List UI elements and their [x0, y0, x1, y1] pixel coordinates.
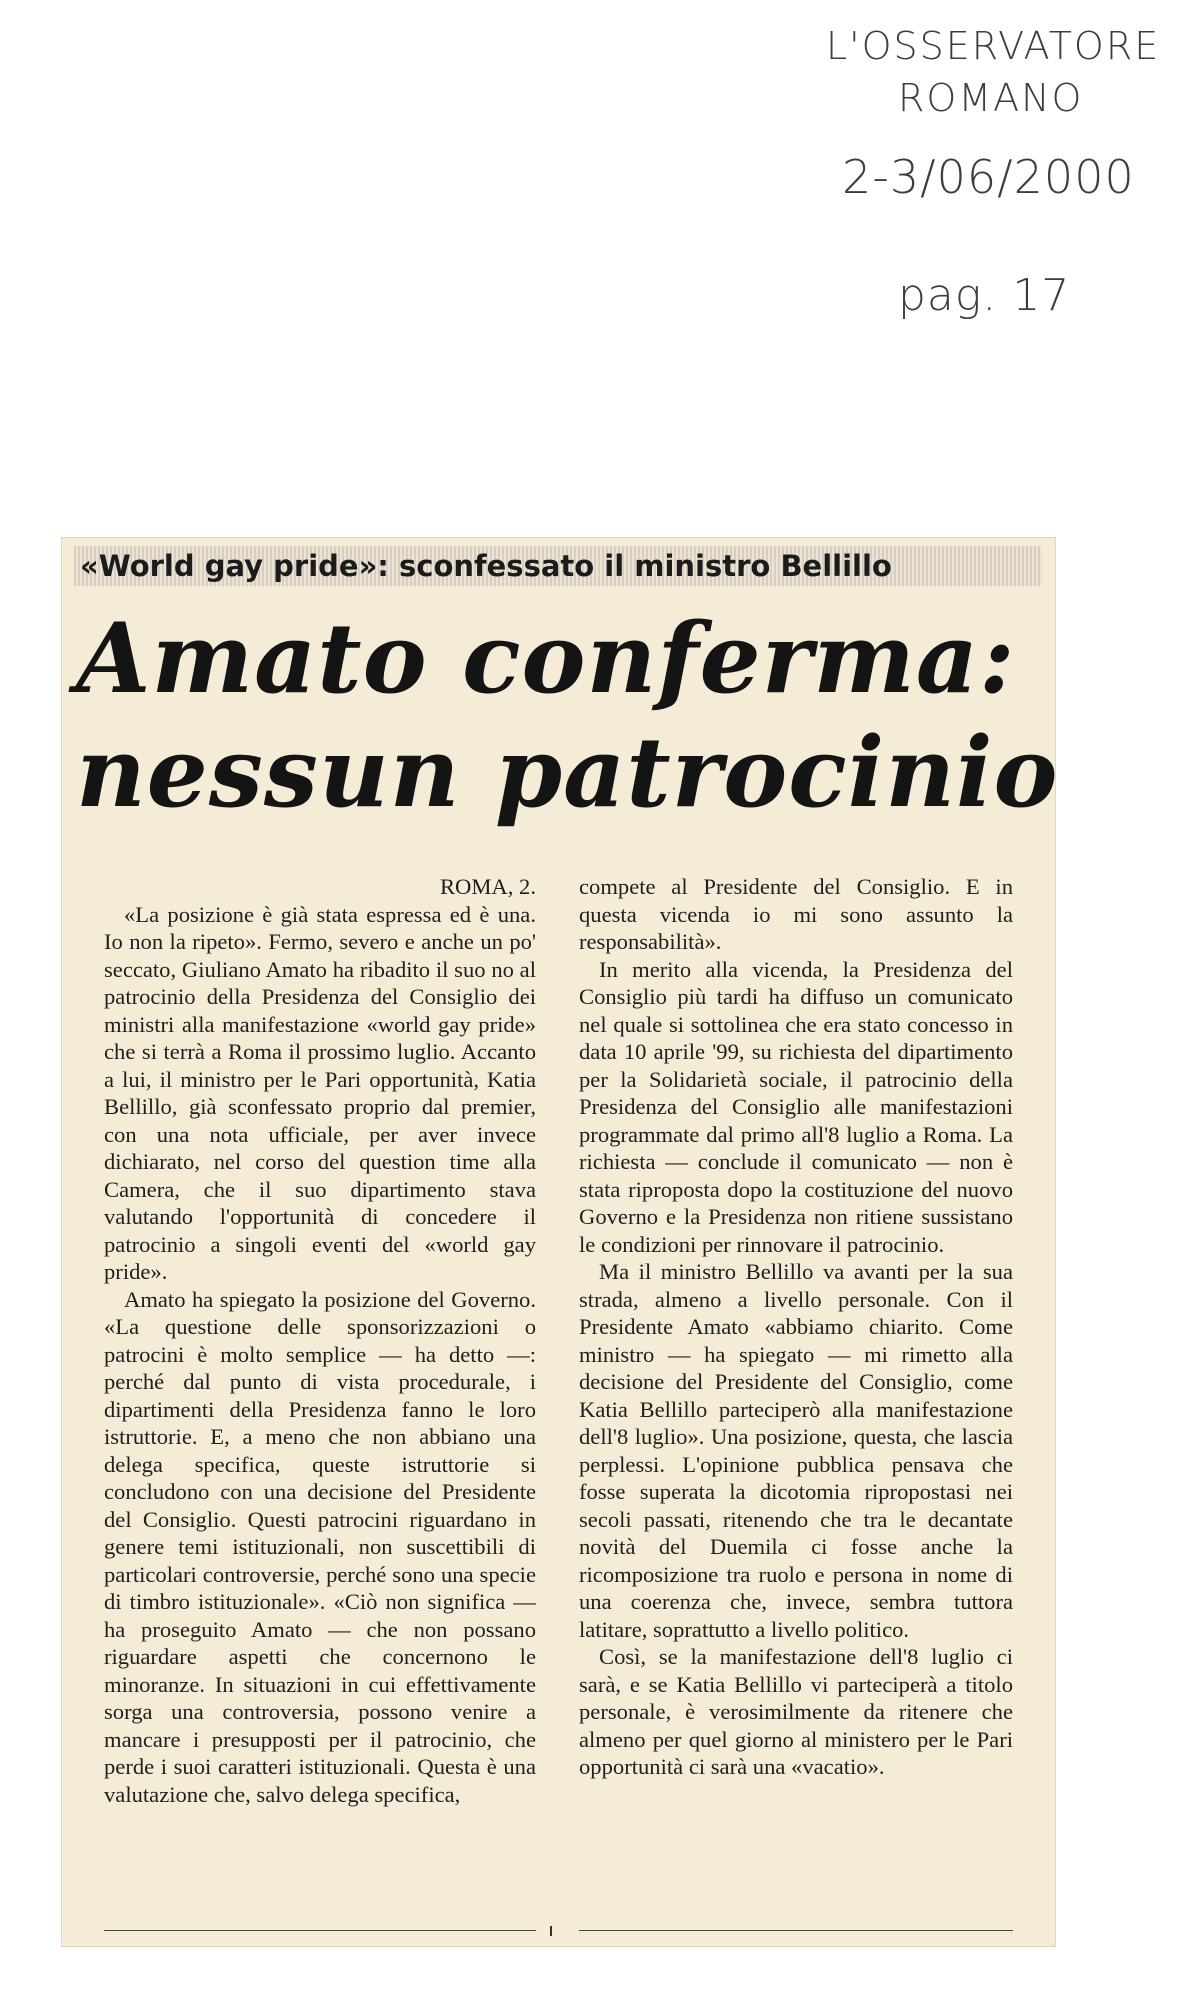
article-kicker: «World gay pride»: sconfessato il ministro Bellillo [74, 546, 1042, 586]
paragraph: Ma il ministro Bellillo va avanti per la sua strada, almeno a livello personale. Con il Presidente Amato «abbiamo chiarito. Come ministro — ha spiegato — mi rimetto alla decisione del Presidente del Consiglio, come Katia Bellillo parteciperò alla manifestazione dell'8 luglio». Una posizione, questa, che lascia perplessi. L'opinione pubblica pensava che fosse superata la dicotomia ripropostasi nei secoli passati, ritenendo che tra le decantate novità del Duemila ci fosse anche la ricomposizione tra ruolo e persona in nome di una coerenza che, invece, sembra tuttora latitare, soprattutto a livello politico. [579, 1259, 1013, 1642]
handwritten-page-number: pag. 17 [898, 270, 1071, 321]
handwritten-date: 2-3/06/2000 [842, 150, 1135, 204]
column-divider-mark [550, 1926, 552, 1936]
paragraph: Così, se la manifestazione dell'8 luglio ci sarà, e se Katia Bellillo vi parteciperà a titolo personale, è verosimilmente da ritenere che almeno per quel giorno al ministero per le Pari opportunità ci sarà una «vacatio». [579, 1644, 1013, 1779]
paragraph: «La posizione è già stata espressa ed è una. Io non la ripeto». Fermo, severo e anche un po' seccato, Giuliano Amato ha ribadito il suo no al patrocinio della Presidenza del Consiglio dei ministri alla manifestazione «world gay pride» che si terrà a Roma il prossimo luglio. Accanto a lui, il ministro per le Pari opportunità, Katia Bellillo, già sconfessato proprio dal premier, con una nota ufficiale, per aver invece dichiarato, nel corso del question time alla Camera, che il suo dipartimento stava valutando l'opportunità di concedere il patrocinio a singoli eventi del «world gay pride». [104, 901, 536, 1284]
article-left-column [104, 873, 536, 1808]
paragraph: In merito alla vicenda, la Presidenza del Consiglio più tardi ha diffuso un comunicato nel quale si sottolinea che era stato concesso in data 10 aprile '99, su richiesta del dipartimento per la Solidarietà sociale, il patrocinio della Presidenza del Consiglio alle manifestazioni programmate dal primo all'8 luglio a Roma. La richiesta — conclude il comunicato — non è stata riproposta dopo la costituzione del nuovo Governo e la Presidenza non ritiene sussistano le condizioni per rinnovare il patrocinio. [579, 956, 1013, 1257]
article-right-column [579, 873, 1013, 1781]
headline-line1: Amato conferma: [76, 602, 1016, 715]
newspaper-clipping [62, 538, 1059, 1946]
handwritten-publication-line2: ROMANO [898, 76, 1084, 120]
handwritten-publication-line1: L'OSSERVATORE [826, 24, 1161, 68]
headline-line2: nessun patrocinio [76, 716, 1059, 829]
dateline: ROMA, 2. [439, 874, 536, 899]
paragraph: compete al Presidente del Consiglio. E in questa vicenda io mi sono assunto la responsabilità». [579, 874, 1013, 954]
bottom-rule-left [104, 1930, 536, 1931]
paragraph: Amato ha spiegato la posizione del Governo. «La questione delle sponsorizzazioni o patrocini è molto semplice — ha detto —: perché dal punto di vista procedurale, i dipartimenti della Presidenza fanno le loro istruttorie. E, a meno che non abbiano una delega specifica, queste istruttorie si concludono con una decisione del Presidente del Consiglio. Questi patrocini riguardano in genere temi istituzionali, non suscettibili di particolari controversie, perché sono una specie di timbro istituzionale». «Ciò non significa — ha proseguito Amato — che non possano riguardare aspetti che concernono le minoranze. In situazioni in cui effettivamente sorga una controversia, possono venire a mancare i presupposti per il patrocinio, che perde i suoi caratteri istituzionali. Questa è una valutazione che, salvo delega specifica, [104, 1286, 536, 1807]
bottom-rule-right [579, 1930, 1013, 1931]
